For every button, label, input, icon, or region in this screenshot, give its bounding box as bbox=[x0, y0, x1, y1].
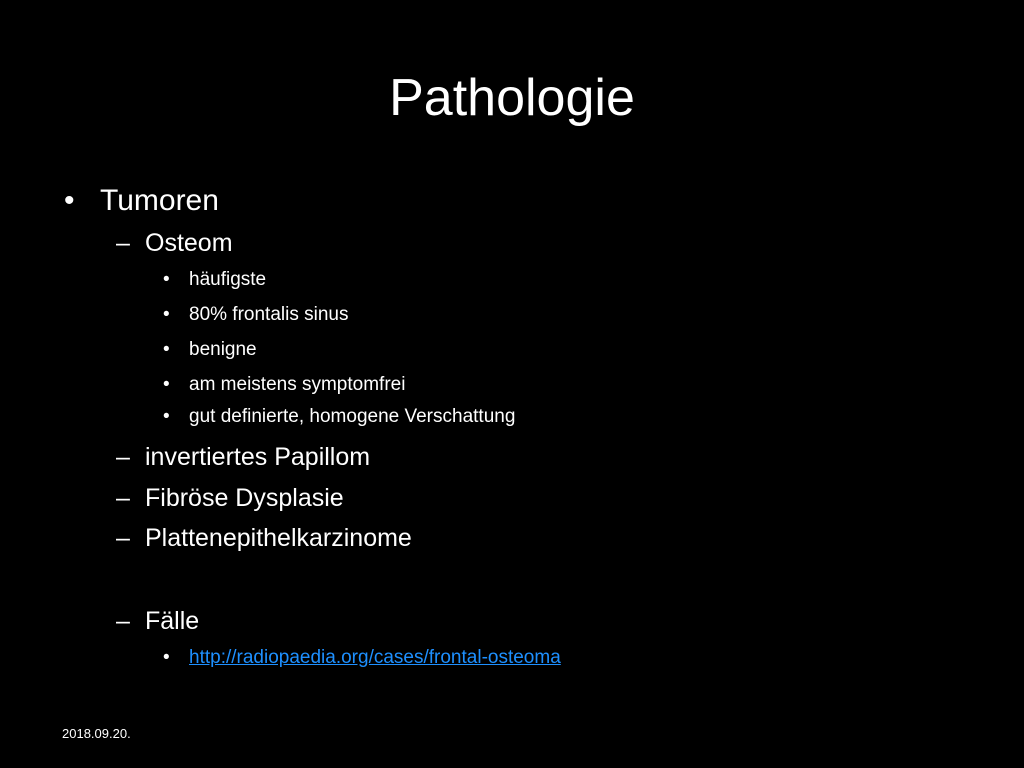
dash-marker: – bbox=[116, 229, 130, 257]
list-item-label: Tumoren bbox=[100, 184, 219, 217]
bullet-marker: • bbox=[163, 406, 170, 427]
dash-marker: – bbox=[116, 484, 130, 512]
bullet-marker: • bbox=[163, 339, 170, 360]
slide-date: 2018.09.20. bbox=[62, 726, 131, 741]
list-item-label: 80% frontalis sinus bbox=[189, 304, 349, 325]
list-item-label: benigne bbox=[189, 339, 257, 360]
bullet-marker: • bbox=[64, 184, 75, 217]
list-item-label: häufigste bbox=[189, 269, 267, 290]
list-item-label: Fälle bbox=[145, 607, 200, 635]
list-item-label: Plattenepithelkarzinome bbox=[145, 524, 412, 552]
dash-marker: – bbox=[116, 443, 130, 471]
list-item-label: am meistens symptomfrei bbox=[189, 374, 406, 395]
bullet-marker: • bbox=[163, 304, 170, 325]
bullet-marker: • bbox=[163, 269, 170, 290]
list-item-label: Osteom bbox=[145, 229, 233, 257]
radiopaedia-case-link[interactable]: http://radiopaedia.org/cases/frontal-osteoma bbox=[189, 647, 561, 668]
dash-marker: – bbox=[116, 607, 130, 635]
bullet-marker: • bbox=[163, 647, 170, 668]
bullet-marker: • bbox=[163, 374, 170, 395]
dash-marker: – bbox=[116, 524, 130, 552]
list-item-label: gut definierte, homogene Verschattung bbox=[189, 406, 516, 427]
list-item-label: invertiertes Papillom bbox=[145, 443, 371, 471]
list-item-label: Fibröse Dysplasie bbox=[145, 484, 344, 512]
slide-title: Pathologie bbox=[389, 69, 635, 127]
